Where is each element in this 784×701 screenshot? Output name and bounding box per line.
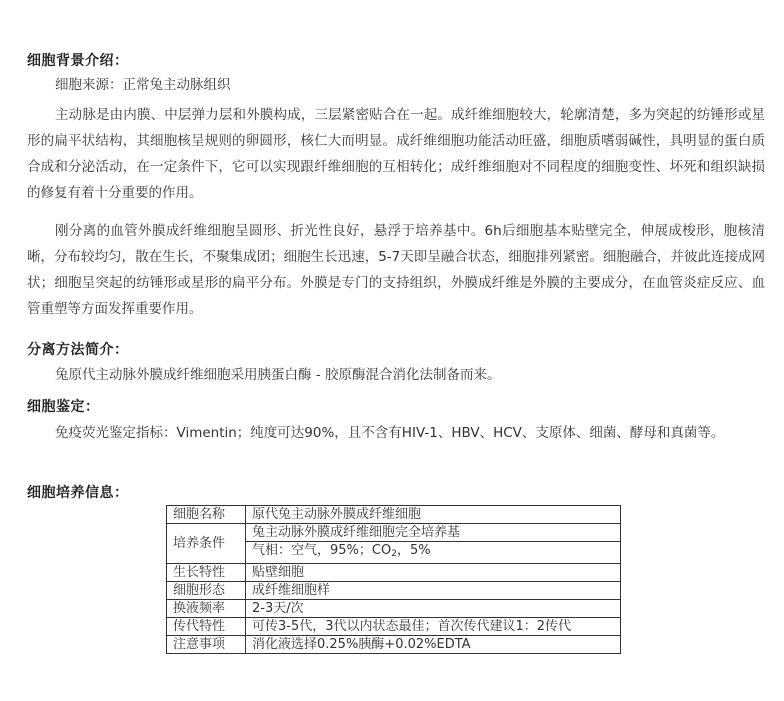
- background-heading: 细胞背景介绍：: [27, 53, 129, 69]
- row-label: 注意事项: [167, 636, 246, 654]
- row-label: 生长特性: [167, 564, 246, 582]
- background-paragraph-2: 刚分离的血管外膜成纤维细胞呈圆形、折光性良好，悬浮于培养基中。6h后细胞基本贴壁完全，伸展成梭形，胞核清晰，分布较均匀，散在生长，不聚集成团；细胞生长迅速，5-7天即呈融合状态，细胞排列紧密。细胞融合，并彼此连接成网状；细胞呈突起的纺锤形或星形的扁平分布。外膜是专门的支持组织，外膜成纤维是外膜的主要成分，在血管炎症反应、血管重塑等方面发挥重要作用。: [27, 223, 765, 317]
- gas-subscript: 2: [391, 549, 397, 559]
- gas-prefix: 气相：空气，95%；CO: [252, 543, 392, 558]
- table-row: [167, 524, 621, 542]
- row-value: 成纤维细胞样: [246, 582, 621, 600]
- table-row: [167, 636, 621, 654]
- identification-text: 免疫荧光鉴定指标：Vimentin；纯度可达90%，且不含有HIV-1、HBV、HCV、支原体、细菌、酵母和真菌等。: [55, 425, 725, 441]
- culture-info-table: [166, 505, 621, 654]
- row-value: 贴壁细胞: [246, 564, 621, 582]
- row-label: 细胞形态: [167, 582, 246, 600]
- row-value: 兔主动脉外膜成纤维细胞完全培养基: [246, 524, 621, 542]
- table-row: [167, 600, 621, 618]
- row-label: 换液频率: [167, 600, 246, 618]
- table-row: [167, 564, 621, 582]
- table-row: [167, 506, 621, 524]
- row-label: 细胞名称: [167, 506, 246, 524]
- culture-heading: 细胞培养信息：: [27, 485, 129, 501]
- row-value: 原代兔主动脉外膜成纤维细胞: [246, 506, 621, 524]
- row-value-gas: [246, 542, 621, 564]
- row-label: 传代特性: [167, 618, 246, 636]
- gas-suffix: ，5%: [396, 543, 431, 558]
- row-value: 可传3-5代，3代以内状态最佳；首次传代建议1：2传代: [246, 618, 621, 636]
- table-row: [167, 618, 621, 636]
- table-row: [167, 582, 621, 600]
- background-paragraph-1: 主动脉是由内膜、中层弹力层和外膜构成，三层紧密贴合在一起。成纤维细胞较大，轮廓清楚，多为突起的纺锤形或星形的扁平状结构，其细胞核呈规则的卵圆形，核仁大而明显。成纤维细胞功能活动旺盛，细胞质嗜弱碱性，具明显的蛋白质合成和分泌活动，在一定条件下，它可以实现跟纤维细胞的互相转化；成纤维细胞对不同程度的细胞变性、坏死和组织缺损的修复有着十分重要的作用。: [27, 107, 765, 201]
- identification-heading: 细胞鉴定：: [27, 399, 100, 415]
- row-value: 消化液选择0.25%胰酶+0.02%EDTA: [246, 636, 621, 654]
- isolation-text: 兔原代主动脉外膜成纤维细胞采用胰蛋白酶 - 胶原酶混合消化法制备而来。: [55, 367, 501, 383]
- isolation-heading: 分离方法简介：: [27, 342, 129, 358]
- cell-source: 细胞来源：正常兔主动脉组织: [55, 77, 231, 93]
- row-value: 2-3天/次: [246, 600, 621, 618]
- row-label: 培养条件: [167, 524, 246, 564]
